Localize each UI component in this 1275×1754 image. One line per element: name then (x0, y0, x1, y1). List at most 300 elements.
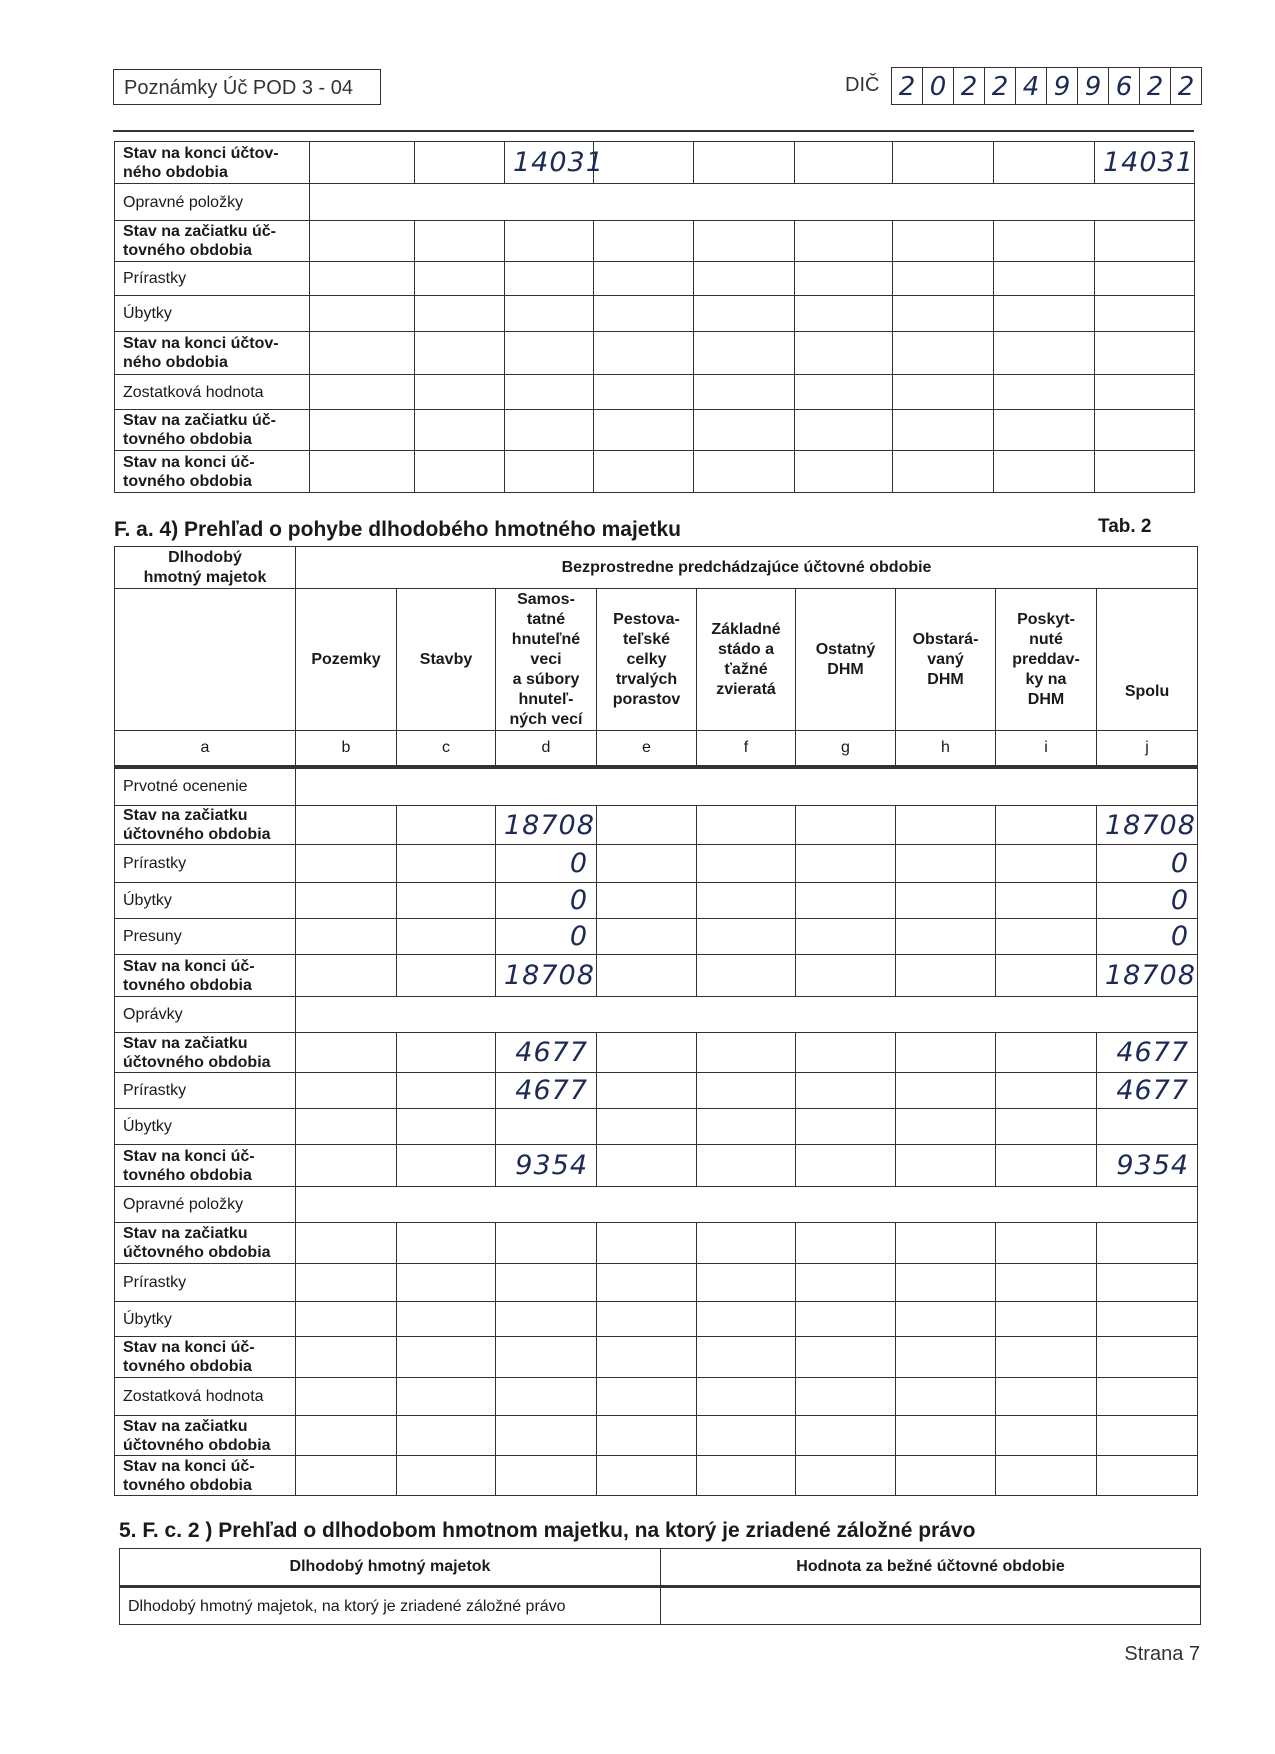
value-cell[interactable] (1097, 1223, 1198, 1264)
value-cell[interactable] (310, 332, 415, 375)
value-cell[interactable] (896, 1337, 996, 1378)
value-cell[interactable] (796, 1109, 896, 1145)
table-row (115, 1456, 1198, 1496)
value-cell[interactable] (697, 1264, 796, 1302)
column-letter: b (296, 731, 397, 767)
value-cell[interactable] (996, 919, 1097, 955)
row-label: Prírastky (115, 845, 296, 883)
value-cell[interactable] (310, 375, 415, 410)
value-cell[interactable] (296, 1264, 397, 1302)
column-header: Základné stádo a ťažné zvieratá (697, 589, 796, 731)
row-label: Stav na konci úč- tovného obdobia (115, 1145, 296, 1187)
value-cell[interactable] (896, 1033, 996, 1073)
value-cell[interactable]: 0 (1097, 883, 1198, 919)
value-cell[interactable] (796, 1033, 896, 1073)
value-cell[interactable] (296, 1073, 397, 1109)
value-cell[interactable] (893, 451, 994, 493)
value-cell[interactable] (1097, 1109, 1198, 1145)
tab-label: Tab. 2 (1098, 516, 1152, 537)
value-cell[interactable] (896, 919, 996, 955)
column-header: Poskyt- nuté preddav- ky na DHM (996, 589, 1097, 731)
value-cell[interactable] (697, 1456, 796, 1496)
value-cell[interactable] (796, 1223, 896, 1264)
table-row (115, 221, 1195, 262)
value-cell[interactable] (415, 296, 505, 332)
row-label: Stav na konci úč- tovného obdobia (115, 451, 310, 493)
value-cell[interactable] (397, 1073, 496, 1109)
value-cell[interactable] (296, 1337, 397, 1378)
column-header: Obstará- vaný DHM (896, 589, 996, 731)
row-label: Stav na začiatku účtovného obdobia (115, 806, 296, 845)
value-cell[interactable] (896, 806, 996, 845)
value-cell[interactable] (1095, 332, 1195, 375)
value-cell[interactable] (496, 1264, 597, 1302)
value-cell[interactable] (597, 1337, 697, 1378)
value-cell[interactable] (597, 1264, 697, 1302)
value-cell[interactable]: 14031 (1095, 142, 1195, 184)
value-cell[interactable] (296, 1456, 397, 1496)
value-cell[interactable] (505, 296, 594, 332)
value-cell[interactable] (996, 845, 1097, 883)
value-cell[interactable] (996, 1073, 1097, 1109)
value-cell[interactable] (694, 375, 795, 410)
row-label: Stav na začiatku účtovného obdobia (115, 1223, 296, 1264)
value-cell[interactable] (795, 296, 893, 332)
section-spacer (296, 767, 1198, 806)
value-cell[interactable] (796, 1416, 896, 1456)
value-cell[interactable] (296, 845, 397, 883)
value-cell[interactable] (594, 262, 694, 296)
value-cell[interactable] (893, 142, 994, 184)
value-cell[interactable] (996, 1223, 1097, 1264)
value-cell[interactable] (1097, 1337, 1198, 1378)
value-cell[interactable] (697, 1145, 796, 1187)
document-code-box: Poznámky Úč POD 3 - 04 (113, 69, 381, 105)
value-cell[interactable] (694, 332, 795, 375)
value-cell[interactable]: 0 (496, 845, 597, 883)
value-cell[interactable] (594, 296, 694, 332)
section-row (115, 997, 1198, 1033)
value-cell[interactable]: 9354 (496, 1145, 597, 1187)
value-cell[interactable] (697, 1378, 796, 1416)
value-cell[interactable] (397, 1033, 496, 1073)
value-cell[interactable] (594, 410, 694, 451)
column-header: Spolu (1097, 589, 1198, 731)
value-cell[interactable] (397, 845, 496, 883)
value-cell[interactable] (415, 410, 505, 451)
value-cell[interactable] (996, 1337, 1097, 1378)
value-cell[interactable] (893, 296, 994, 332)
row-label: Oprávky (115, 997, 296, 1033)
row-label: Stav na konci účtov- ného obdobia (115, 142, 310, 184)
value-cell[interactable] (397, 1416, 496, 1456)
value-cell[interactable] (1095, 451, 1195, 493)
value-cell[interactable] (994, 142, 1095, 184)
value-cell[interactable] (994, 332, 1095, 375)
value-cell[interactable] (1097, 1416, 1198, 1456)
row-label: Stav na začiatku účtovného obdobia (115, 1416, 296, 1456)
section-5-heading: 5. F. c. 2 ) Prehľad o dlhodobom hmotnom majetku, na ktorý je zriadené záložné právo (119, 1519, 976, 1542)
value-cell[interactable] (697, 806, 796, 845)
table-row (115, 1145, 1198, 1187)
value-cell[interactable] (310, 221, 415, 262)
value-cell[interactable] (893, 262, 994, 296)
dic-digit[interactable]: 2 (1177, 72, 1195, 102)
value-cell[interactable] (697, 955, 796, 997)
value-cell[interactable] (796, 806, 896, 845)
value-cell[interactable] (996, 1302, 1097, 1337)
value-cell[interactable] (505, 332, 594, 375)
value-cell[interactable] (415, 262, 505, 296)
page-number: Strana 7 (1124, 1643, 1200, 1665)
value-cell[interactable] (896, 1073, 996, 1109)
value-cell[interactable] (796, 1264, 896, 1302)
value-cell[interactable] (996, 1109, 1097, 1145)
column-letter: a (115, 731, 296, 767)
value-cell[interactable]: 14031 (505, 142, 594, 184)
value-cell[interactable] (1097, 1302, 1198, 1337)
value-cell[interactable] (994, 375, 1095, 410)
table-row (115, 1264, 1198, 1302)
value-cell[interactable] (397, 883, 496, 919)
value-cell[interactable] (310, 451, 415, 493)
value-cell[interactable] (397, 1223, 496, 1264)
value-cell[interactable] (796, 1302, 896, 1337)
table-row (115, 1033, 1198, 1073)
value-cell[interactable] (994, 262, 1095, 296)
table-row (115, 296, 1195, 332)
column-header: Ostatný DHM (796, 589, 896, 731)
value-cell[interactable] (697, 1337, 796, 1378)
row-label: Stav na začiatku úč- tovného obdobia (115, 410, 310, 451)
column-letter: d (496, 731, 597, 767)
value-cell[interactable] (594, 375, 694, 410)
value-cell[interactable] (694, 296, 795, 332)
table-row (115, 332, 1195, 375)
pledge-row-label: Dlhodobý hmotný majetok, na ktorý je zriadené záložné právo (120, 1587, 661, 1625)
pledge-row-value[interactable] (661, 1587, 1201, 1625)
row-label: Presuny (115, 919, 296, 955)
value-cell[interactable] (994, 296, 1095, 332)
value-cell[interactable] (896, 883, 996, 919)
section-f-heading: F. a. 4) Prehľad o pohybe dlhodobého hmotného majetku (114, 518, 681, 541)
value-cell[interactable]: 18708 (1097, 955, 1198, 997)
value-cell[interactable] (505, 451, 594, 493)
value-cell[interactable] (397, 1109, 496, 1145)
value-cell[interactable] (996, 955, 1097, 997)
column-letter: i (996, 731, 1097, 767)
value-cell[interactable] (496, 1302, 597, 1337)
row-label: Zostatková hodnota (115, 1378, 296, 1416)
value-cell[interactable] (397, 919, 496, 955)
value-cell[interactable] (496, 1109, 597, 1145)
row-label: Stav na začiatku účtovného obdobia (115, 1033, 296, 1073)
value-cell[interactable] (697, 1223, 796, 1264)
value-cell[interactable]: 9354 (1097, 1145, 1198, 1187)
value-cell[interactable] (796, 1456, 896, 1496)
row-label: Úbytky (115, 1302, 296, 1337)
value-cell[interactable] (597, 883, 697, 919)
value-cell[interactable] (505, 221, 594, 262)
value-cell[interactable] (994, 221, 1095, 262)
value-cell[interactable] (896, 1109, 996, 1145)
table-row (115, 1337, 1198, 1378)
row-label: Prírastky (115, 262, 310, 296)
value-cell[interactable] (994, 410, 1095, 451)
value-cell[interactable] (996, 1456, 1097, 1496)
value-cell[interactable] (996, 883, 1097, 919)
period-header: Bezprostredne predchádzajúce účtovné obdobie (296, 547, 1198, 589)
value-cell[interactable]: 4677 (1097, 1033, 1198, 1073)
dic-label: DIČ (845, 74, 880, 96)
column-letter: g (796, 731, 896, 767)
value-cell[interactable] (896, 845, 996, 883)
row-label: Stav na konci úč- tovného obdobia (115, 1337, 296, 1378)
value-cell[interactable] (597, 919, 697, 955)
row-label: Prírastky (115, 1264, 296, 1302)
value-cell[interactable]: 18708 (496, 806, 597, 845)
pledge-col-asset-header: Dlhodobý hmotný majetok (120, 1549, 661, 1587)
value-cell[interactable] (1095, 262, 1195, 296)
value-cell[interactable] (896, 1145, 996, 1187)
value-cell[interactable] (795, 451, 893, 493)
table-row (115, 1073, 1198, 1109)
value-cell[interactable] (994, 451, 1095, 493)
value-cell[interactable] (694, 451, 795, 493)
value-cell[interactable]: 4677 (496, 1033, 597, 1073)
table-row (115, 919, 1198, 955)
value-cell[interactable] (505, 262, 594, 296)
value-cell[interactable] (796, 1073, 896, 1109)
row-label: Stav na začiatku úč- tovného obdobia (115, 221, 310, 262)
row-label: Opravné položky (115, 184, 310, 221)
value-cell[interactable] (397, 1337, 496, 1378)
value-cell[interactable] (296, 919, 397, 955)
value-cell[interactable] (896, 1378, 996, 1416)
dic-digit[interactable]: 2 (985, 68, 1016, 104)
value-cell[interactable] (296, 1109, 397, 1145)
value-cell[interactable] (310, 296, 415, 332)
table-row (115, 451, 1195, 493)
column-letter: j (1097, 731, 1198, 767)
value-cell[interactable] (415, 375, 505, 410)
value-cell[interactable] (397, 1264, 496, 1302)
value-cell[interactable] (795, 221, 893, 262)
row-label: Stav na konci úč- tovného obdobia (115, 1456, 296, 1496)
top-table (114, 141, 1195, 493)
value-cell[interactable] (505, 375, 594, 410)
value-cell[interactable] (397, 1378, 496, 1416)
table-row (115, 1378, 1198, 1416)
value-cell[interactable]: 0 (1097, 919, 1198, 955)
value-cell[interactable] (597, 955, 697, 997)
dic-digit[interactable]: 4 (1016, 68, 1047, 104)
value-cell[interactable] (893, 221, 994, 262)
value-cell[interactable] (697, 1109, 796, 1145)
empty-header (115, 589, 296, 731)
section-row (115, 184, 1195, 221)
value-cell[interactable]: 4677 (1097, 1073, 1198, 1109)
column-letter: e (597, 731, 697, 767)
value-cell[interactable] (1097, 1378, 1198, 1416)
value-cell[interactable] (397, 1456, 496, 1496)
table-row (115, 410, 1195, 451)
value-cell[interactable] (415, 451, 505, 493)
value-cell[interactable] (594, 451, 694, 493)
value-cell[interactable] (996, 1378, 1097, 1416)
value-cell[interactable] (896, 955, 996, 997)
value-cell[interactable] (310, 142, 415, 184)
row-label: Stav na konci účtov- ného obdobia (115, 332, 310, 375)
value-cell[interactable] (694, 410, 795, 451)
value-cell[interactable] (694, 262, 795, 296)
value-cell[interactable] (397, 1145, 496, 1187)
dic-digit[interactable]: 2 (892, 68, 923, 104)
value-cell[interactable] (694, 221, 795, 262)
value-cell[interactable] (597, 1145, 697, 1187)
table-row (115, 845, 1198, 883)
value-cell[interactable] (415, 221, 505, 262)
value-cell[interactable] (1095, 296, 1195, 332)
value-cell[interactable] (1097, 1456, 1198, 1496)
value-cell[interactable] (496, 1378, 597, 1416)
value-cell[interactable] (397, 806, 496, 845)
value-cell[interactable] (996, 806, 1097, 845)
value-cell[interactable] (796, 845, 896, 883)
value-cell[interactable] (597, 806, 697, 845)
value-cell[interactable] (496, 1337, 597, 1378)
value-cell[interactable]: 0 (496, 883, 597, 919)
value-cell[interactable] (1097, 1264, 1198, 1302)
value-cell[interactable] (893, 375, 994, 410)
dic-digit-boxes (891, 67, 1202, 105)
value-cell[interactable] (415, 332, 505, 375)
value-cell[interactable] (896, 1302, 996, 1337)
value-cell[interactable] (597, 1378, 697, 1416)
value-cell[interactable] (796, 955, 896, 997)
row-label: Prvotné ocenenie (115, 767, 296, 806)
dic-digit[interactable]: 0 (923, 68, 954, 104)
value-cell[interactable] (795, 375, 893, 410)
value-cell[interactable] (697, 1033, 796, 1073)
value-cell[interactable] (397, 1302, 496, 1337)
value-cell[interactable]: 18708 (1097, 806, 1198, 845)
value-cell[interactable]: 0 (496, 919, 597, 955)
value-cell[interactable] (594, 332, 694, 375)
value-cell[interactable] (697, 1416, 796, 1456)
dic-digit[interactable]: 2 (954, 68, 985, 104)
value-cell[interactable] (795, 410, 893, 451)
value-cell[interactable] (694, 142, 795, 184)
value-cell[interactable] (594, 142, 694, 184)
value-cell[interactable] (296, 1378, 397, 1416)
value-cell[interactable] (505, 410, 594, 451)
value-cell[interactable] (896, 1456, 996, 1496)
dic-digit[interactable]: 2 (1140, 68, 1171, 104)
column-header: Pestova- teľské celky trvalých porastov (597, 589, 697, 731)
value-cell[interactable] (597, 1223, 697, 1264)
value-cell[interactable] (1095, 410, 1195, 451)
value-cell[interactable] (496, 1456, 597, 1496)
column-letter: c (397, 731, 496, 767)
value-cell[interactable] (397, 955, 496, 997)
value-cell[interactable] (597, 1302, 697, 1337)
value-cell[interactable] (896, 1416, 996, 1456)
value-cell[interactable] (795, 332, 893, 375)
value-cell[interactable] (296, 955, 397, 997)
value-cell[interactable] (697, 845, 796, 883)
value-cell[interactable] (296, 806, 397, 845)
value-cell[interactable] (795, 262, 893, 296)
value-cell[interactable] (795, 142, 893, 184)
value-cell[interactable] (697, 919, 796, 955)
value-cell[interactable] (697, 883, 796, 919)
value-cell[interactable] (310, 262, 415, 296)
value-cell[interactable] (1095, 375, 1195, 410)
column-letter: f (697, 731, 796, 767)
dic-digit[interactable]: 6 (1109, 68, 1140, 104)
value-cell[interactable] (697, 1073, 796, 1109)
value-cell[interactable]: 4677 (496, 1073, 597, 1109)
dhm-movement-table (114, 546, 1198, 1496)
value-cell[interactable] (1095, 221, 1195, 262)
value-cell[interactable] (597, 1073, 697, 1109)
value-cell[interactable] (296, 1033, 397, 1073)
value-cell[interactable] (296, 883, 397, 919)
table-row (115, 1109, 1198, 1145)
value-cell[interactable] (796, 1378, 896, 1416)
row-label: Stav na konci úč- tovného obdobia (115, 955, 296, 997)
value-cell[interactable] (996, 1264, 1097, 1302)
value-cell[interactable]: 18708 (496, 955, 597, 997)
value-cell[interactable] (415, 142, 505, 184)
value-cell[interactable] (597, 845, 697, 883)
value-cell[interactable] (893, 410, 994, 451)
value-cell[interactable] (796, 919, 896, 955)
value-cell[interactable] (496, 1416, 597, 1456)
value-cell[interactable] (296, 1223, 397, 1264)
value-cell[interactable] (796, 1337, 896, 1378)
value-cell[interactable] (896, 1264, 996, 1302)
value-cell[interactable] (597, 1109, 697, 1145)
value-cell[interactable] (597, 1416, 697, 1456)
value-cell[interactable] (996, 1033, 1097, 1073)
value-cell[interactable] (796, 1145, 896, 1187)
value-cell[interactable] (996, 1145, 1097, 1187)
dic-digit[interactable]: 9 (1078, 68, 1109, 104)
value-cell[interactable] (996, 1416, 1097, 1456)
value-cell[interactable] (597, 1456, 697, 1496)
value-cell[interactable] (896, 1223, 996, 1264)
table-row (115, 806, 1198, 845)
value-cell[interactable] (796, 883, 896, 919)
table-row (115, 262, 1195, 296)
section-row (115, 767, 1198, 806)
value-cell[interactable] (594, 221, 694, 262)
value-cell[interactable] (296, 1302, 397, 1337)
value-cell[interactable] (697, 1302, 796, 1337)
value-cell[interactable] (296, 1145, 397, 1187)
value-cell[interactable] (893, 332, 994, 375)
pledge-table (119, 1548, 1201, 1625)
value-cell[interactable] (496, 1223, 597, 1264)
value-cell[interactable] (310, 410, 415, 451)
value-cell[interactable] (296, 1416, 397, 1456)
row-label: Opravné položky (115, 1187, 296, 1223)
value-cell[interactable] (597, 1033, 697, 1073)
value-cell[interactable]: 0 (1097, 845, 1198, 883)
dic-digit[interactable]: 9 (1047, 68, 1078, 104)
